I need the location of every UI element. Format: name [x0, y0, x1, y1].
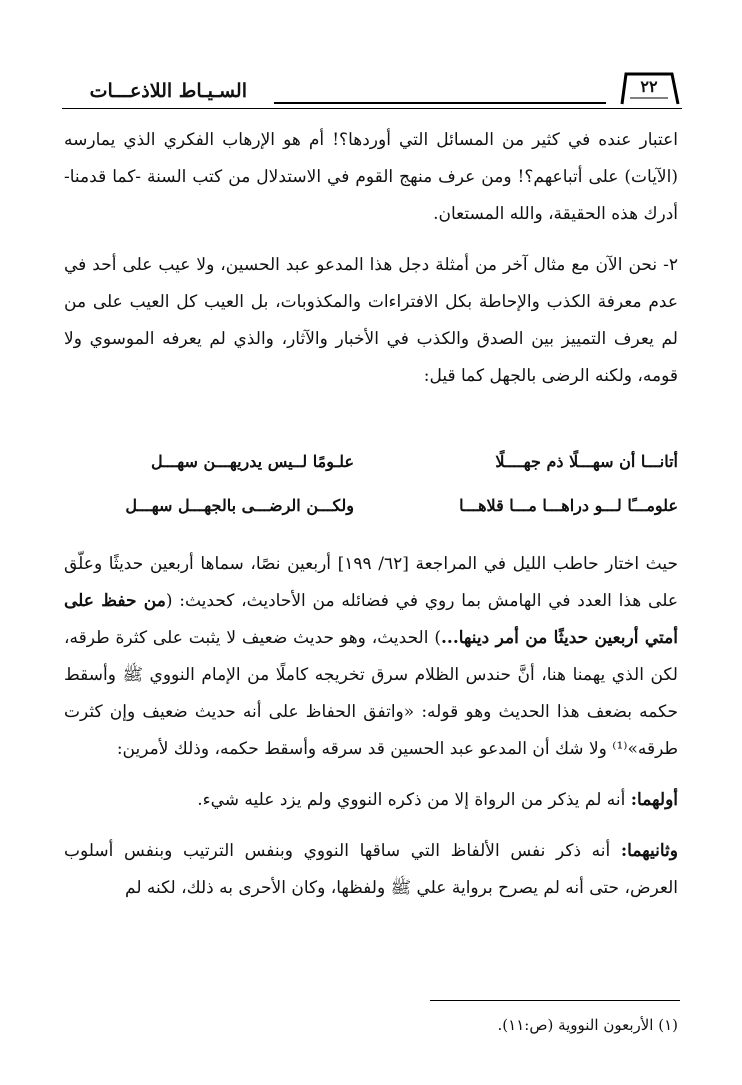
page-number: ٢٢ [640, 77, 658, 96]
paragraph-2: ٢- نحن الآن مع مثال آخر من أمثلة دجل هذا المدعو عبد الحسين، ولا عيب على أحد في عدم معرفة الكذب والإحاطة بكل الافتراءات والمكذوبات، بل العيب كل العيب على من لم يعرف التمييز بين الصدق والكذب في الأخبار والآثار، والذي لم يعرفه الموسوي ولا قومه، ولكنه الرضى بالجهل كما قيل: [64, 255, 678, 386]
footnote-rule [430, 1000, 680, 1001]
paragraph-4 [64, 782, 678, 819]
poem-verse-1 [64, 452, 678, 488]
header-underline [62, 108, 682, 109]
verse-2-second-hemistich: ولكـــن الرضـــى بالجهـــل سهـــل [125, 496, 354, 515]
footnote: (١) الأربعون النووية (ص:١١). [497, 1016, 678, 1034]
lower-text [64, 546, 678, 921]
paragraph-3-end: ) الحديث، وهو حديث ضعيف لا يثبت على كثرة طرقه، لكن الذي يهمنا هنا، أنَّ حندس الظلام سرق تخريجه كاملًا من الإمام النووي ﷺ وأسقط حكمه بضعف هذا الحديث وهو قوله: «واتفق الحفاظ على أنه حديث ضعيف وإن كثرت طرقه»⁽¹⁾ ولا شك أن المدعو عبد الحسين قد سرقه وأسقط حكمه، وذلك لأمرين: [64, 628, 678, 759]
first-reason-text: أنه لم يذكر من الرواة إلا من ذكره النووي ولم يزد عليه شيء. [197, 790, 631, 810]
upper-text [64, 122, 678, 409]
verse-1-second-hemistich: علـومًا لــيس يدريهـــن سهـــل [150, 452, 354, 471]
header-rule [274, 102, 606, 104]
paragraph-3-start: حيث اختار حاطب الليل في المراجعة [٦٢/ ١٩٩] أربعين نصًا، سماها أربعين حديثًا وعلّق على هذا العدد في الهامش بما روي في فضائله من الأحاديث، كحديث: ( [64, 554, 678, 611]
first-reason-label: أولهما: [630, 790, 678, 810]
poem-verse-2 [64, 496, 678, 532]
verse-2-first-hemistich: علومـــًا لـــو دراهـــا مـــا قلاهـــا [459, 496, 678, 515]
verse-1-first-hemistich: أتانـــا أن سهـــلًا ذم جهــــلًا [495, 452, 678, 471]
page-header [62, 68, 682, 112]
paragraph-3 [64, 546, 678, 768]
hadith-quote: من حفظ على أمتي أربعين حديثًا من أمر دينها... [64, 591, 678, 648]
running-title: السـيـاط اللاذعـــات [89, 80, 247, 102]
page-number-box [616, 68, 682, 108]
second-reason-label: وثانيهما: [620, 841, 678, 861]
second-reason-text: أنه ذكر نفس الألفاظ التي ساقها النووي وبنفس الترتيب وبنفس أسلوب العرض، حتى أنه لم يصرح برواية علي ﷺ ولفظها، وكان الأحرى به ذلك، لكنه لم [64, 841, 678, 898]
paragraph-5 [64, 833, 678, 907]
paragraph-1: اعتبار عنده في كثير من المسائل التي أوردها؟! أم هو الإرهاب الفكري الذي يمارسه (الآيات) على أتباعهم؟! ومن عرف منهج القوم في الاستدلال من كتب السنة -كما قدمنا- أدرك هذه الحقيقة، والله المستعان. [64, 130, 678, 224]
